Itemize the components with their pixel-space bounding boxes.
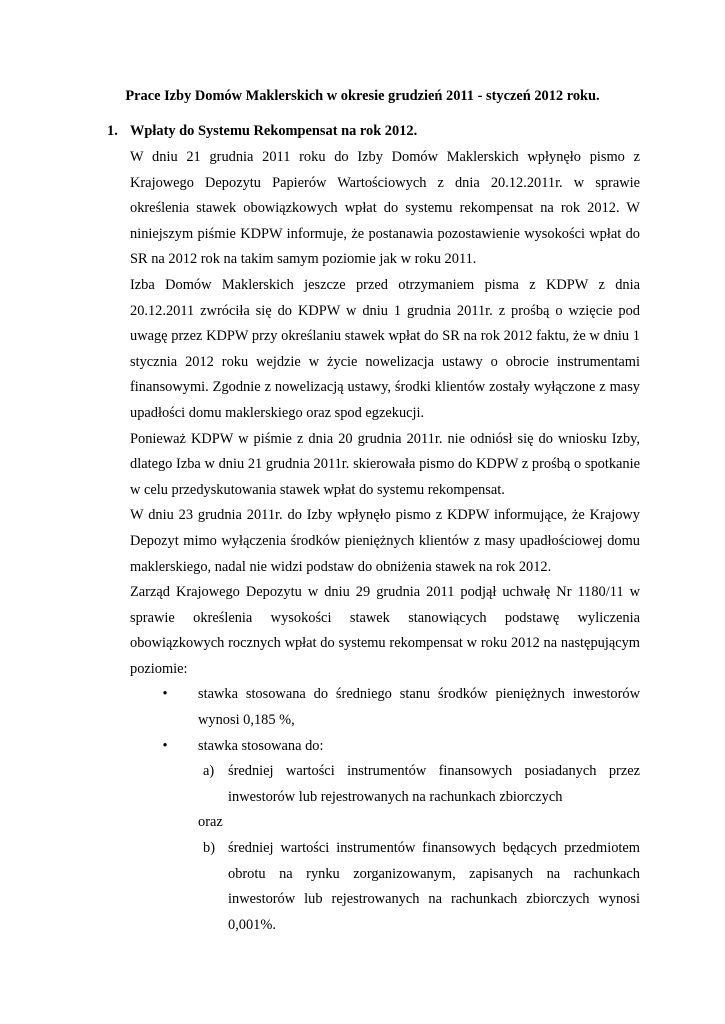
paragraph: W dniu 21 grudnia 2011 roku do Izby Domów Maklerskich wpłynęło pismo z Krajowego Depozytu Papierów Wartościowych z dnia 20.12.2011r. w sprawie określenia stawek obowiązkowych wpłat do systemu rekompensat na rok 2012. W niniejszym piśmie KDPW informuje, że postanawia pozostawienie wysokości wpłat do SR na 2012 rok na takim samym poziomie jak w roku 2011. [130, 149, 640, 268]
bullet-text: stawka stosowana do średniego stanu środków pieniężnych inwestorów wynosi 0,185 %, [198, 686, 640, 729]
paragraph: Izba Domów Maklerskich jeszcze przed otrzymaniem pisma z KDPW z dnia 20.12.2011 zwróciła się do KDPW w dniu 1 grudnia 2011r. z prośbą o wzięcie pod uwagę przez KDPW przy określaniu stawek wpłat do SR na rok 2012 faktu, że w dniu 1 stycznia 2012 roku wejdzie w życie nowelizacja ustawy o obrocie instrumentami finansowymi. Zgodnie z nowelizacją ustawy, środki klientów zostały wyłączone z masy upadłości domu maklerskiego oraz spod egzekucji. [130, 276, 640, 421]
page-title: Prace Izby Domów Maklerskich w okresie grudzień 2011 - styczeń 2012 roku. [125, 88, 600, 104]
bullet-icon: • [162, 737, 168, 754]
bullet-text: stawka stosowana do: [198, 737, 324, 754]
sub-item-a [130, 759, 640, 810]
bullet-list [130, 682, 640, 759]
paragraph: Zarząd Krajowego Depozytu w dniu 29 grudnia 2011 podjął uchwałę Nr 1180/11 w sprawie określenia wysokości stawek stanowiących podstawę wyliczenia obowiązkowych rocznych wpłat do systemu rekompensat w roku 2012 na następującym poziomie: [130, 584, 640, 677]
bullet-item [130, 682, 640, 733]
sub-item-label: a) [203, 763, 215, 780]
sub-item-text: średniej wartości instrumentów finansowych będących przedmiotem obrotu na rynku zorganizowanym, zapisanych na rachunkach inwestorów lub rejestrowanych na rachunkach zbiorczych wynosi 0,001%. [228, 840, 640, 933]
paragraph: W dniu 23 grudnia 2011r. do Izby wpłynęło pismo z KDPW informujące, że Krajowy Depozyt mimo wyłączenia środków pieniężnych klientów z masy upadłościowej domu maklerskiego, nadal nie widzi podstaw do obniżenia stawek na rok 2012. [130, 507, 640, 575]
section-number: 1. [107, 123, 118, 139]
connector-text: oraz [198, 814, 223, 831]
sub-item-label: b) [203, 840, 215, 857]
bullet-item [130, 734, 640, 760]
section-heading: Wpłaty do Systemu Rekompensat na rok 2012. [130, 123, 418, 139]
sub-item-text: średniej wartości instrumentów finansowych posiadanych przez inwestorów lub rejestrowanych na rachunkach zbiorczych [228, 763, 640, 805]
bullet-icon: • [162, 686, 168, 703]
paragraph: Ponieważ KDPW w piśmie z dnia 20 grudnia 2011r. nie odniósł się do wniosku Izby, dlatego Izba w dniu 21 grudnia 2011r. skierowała pismo do KDPW z prośbą o spotkanie w celu przedyskutowania stawek wpłat do systemu rekompensat. [130, 430, 640, 498]
sub-item-b [130, 836, 640, 938]
section-body [130, 145, 640, 938]
